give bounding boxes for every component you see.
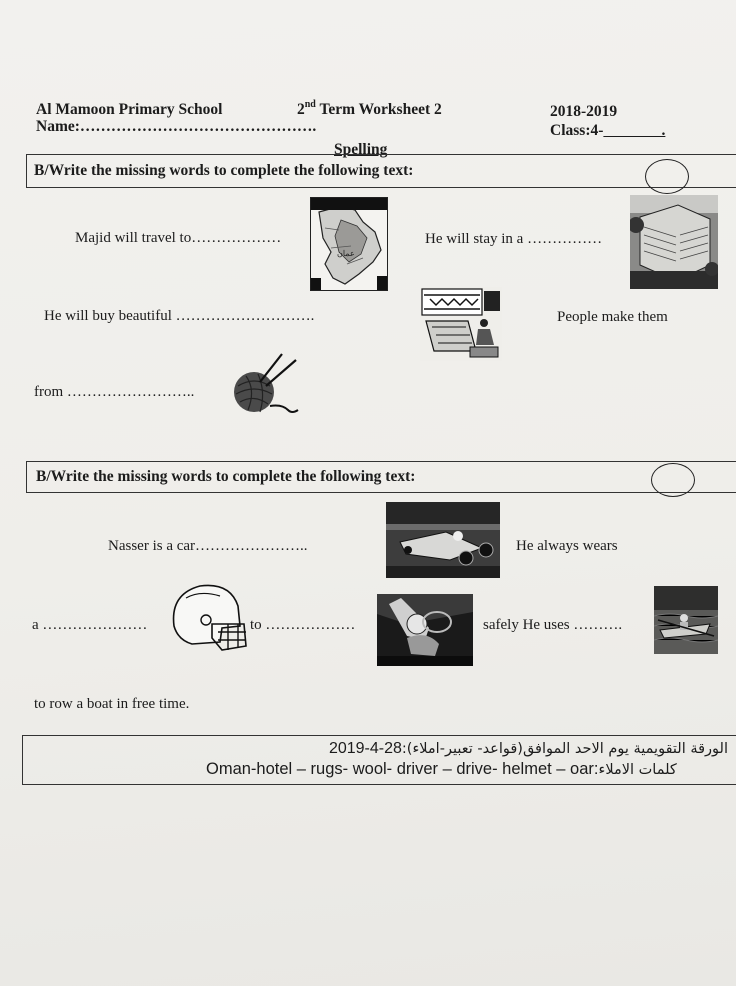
s2-line3: to row a boat in free time. — [34, 696, 190, 712]
race-car-image — [386, 502, 500, 578]
footer-line1: الورقة التقويمية يوم الاحد الموافق(قواعد- تعبير-املاء):2019-4-28 — [328, 740, 728, 757]
footer-line2: Oman-hotel – rugs- wool- driver – drive- helmet – oar:كلمات الاملاء — [206, 760, 677, 778]
s2-line1-left: Nasser is a car………………….. — [108, 538, 308, 554]
rowing-boat-image — [654, 586, 718, 654]
s1-line2-left: He will buy beautiful ………………………. — [44, 308, 315, 324]
s1-line2-right: People make them — [557, 309, 668, 325]
rugs-weaver-image — [420, 287, 502, 361]
oman-map-image — [310, 197, 388, 291]
school-name: Al Mamoon Primary School — [36, 101, 223, 118]
school-year: 2018-2019 — [550, 103, 618, 120]
class-field: Class:4- . — [550, 122, 666, 139]
driving-image — [377, 594, 473, 666]
section1-instruction: B/Write the missing words to complete the following text: — [34, 162, 414, 179]
helmet-icon — [166, 580, 248, 654]
hotel-image — [630, 195, 718, 289]
score-circle — [645, 159, 689, 194]
score-circle — [651, 463, 695, 497]
s2-line2-right: safely He uses ………. — [483, 617, 623, 633]
section-title: Spelling — [334, 141, 388, 158]
s1-line1-right: He will stay in a …………… — [425, 231, 603, 247]
worksheet-title: 2nd Term Worksheet 2 — [297, 99, 442, 118]
section2-instruction: B/Write the missing words to complete the following text: — [36, 468, 416, 485]
s2-line2-a: a ………………… — [32, 617, 148, 633]
svg-text:عمان: عمان — [337, 249, 355, 258]
s2-line2-to: to ……………… — [250, 617, 356, 633]
name-field: Name:………………………………………. — [36, 118, 317, 135]
s1-line3-left: from …………………….. — [34, 384, 195, 400]
s1-line1-left: Majid will travel to……………… — [75, 230, 282, 246]
s2-line1-right: He always wears — [516, 538, 618, 554]
yarn-ball-icon — [230, 350, 300, 416]
